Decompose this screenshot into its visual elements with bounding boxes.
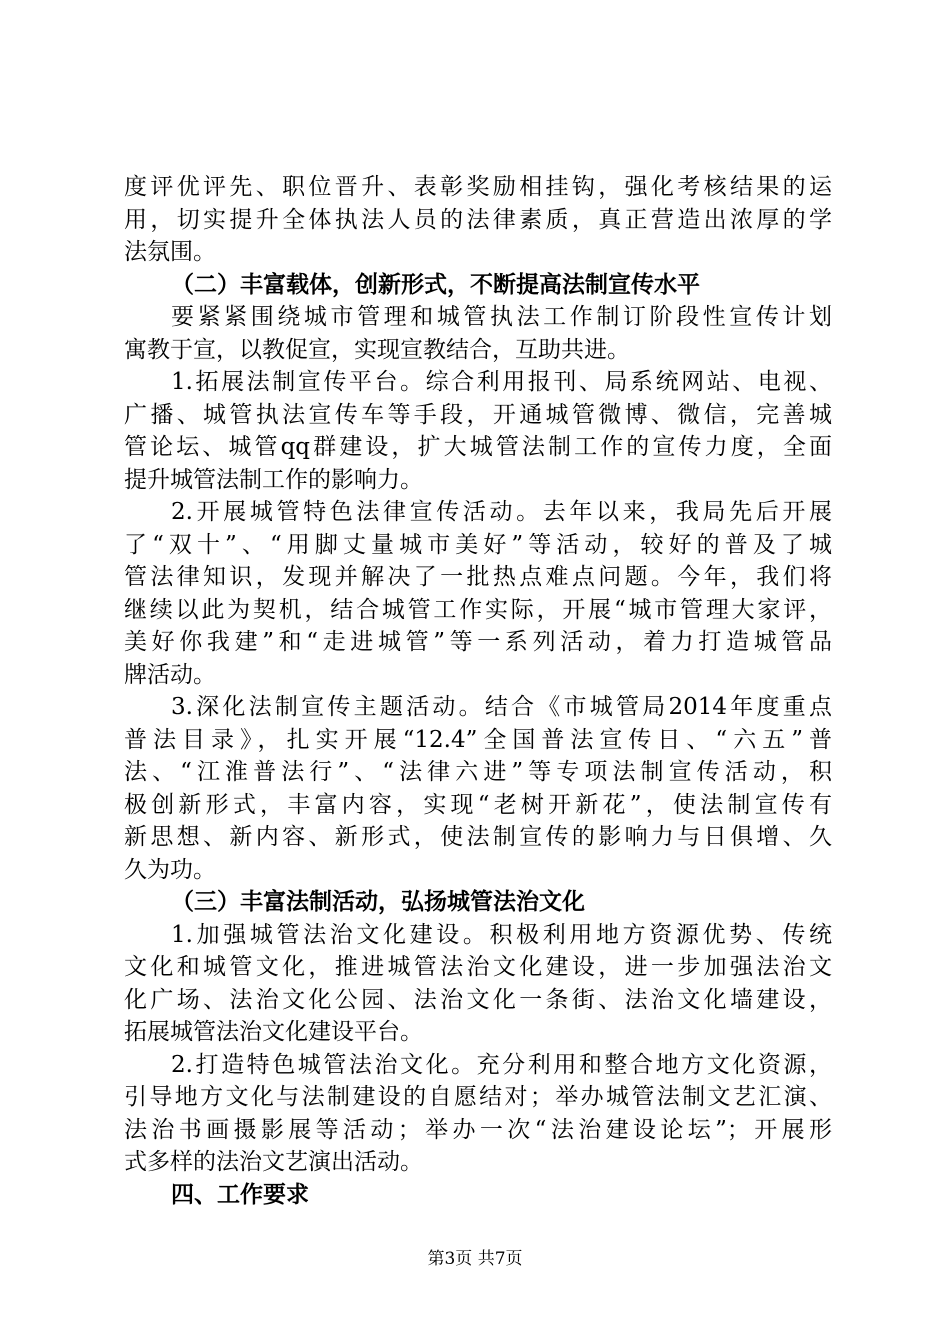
paragraph-line: 法、“江淮普法行”、“法律六进”等专项法制宣传活动，积 [124,759,832,785]
paragraph-line: 用，切实提升全体执法人员的法律素质，真正营造出浓厚的学 [124,206,832,233]
section-heading: （三）丰富法制活动，弘扬城管法治文化 [171,889,585,915]
paragraph-line: 久为功。 [124,856,216,883]
paragraph-line: 了“双十”、“用脚丈量城市美好”等活动，较好的普及了城 [124,531,832,558]
paragraph-line: 2.打造特色城管法治文化。充分利用和整合地方文化资源， [171,1051,832,1078]
paragraph-line: 文化和城管文化，推进城管法治文化建设，进一步加强法治文 [124,954,832,980]
paragraph-line: 度评优评先、职位晋升、表彰奖励相挂钩，强化考核结果的运 [124,174,832,200]
page-footer: 第3页 共7页 [427,1249,523,1269]
paragraph-line: 法治书画摄影展等活动；举办一次“法治建设论坛”；开展形 [124,1116,832,1143]
paragraph-line: 式多样的法治文艺演出活动。 [124,1149,423,1175]
paragraph-line: 美好你我建”和“走进城管”等一系列活动，着力打造城管品 [124,629,832,655]
section-heading: 四、工作要求 [171,1181,309,1208]
paragraph-line: 化广场、法治文化公园、法治文化一条街、法治文化墙建设， [124,986,832,1013]
paragraph-line: 提升城管法制工作的影响力。 [124,466,423,493]
paragraph-line: 寓教于宣，以教促宣，实现宣教结合，互助共进。 [124,336,630,363]
paragraph-line: 3.深化法制宣传主题活动。结合《市城管局2014年度重点 [171,694,832,720]
paragraph-line: 1.加强城管法治文化建设。积极利用地方资源优势、传统 [171,921,832,948]
paragraph-line: 法氛围。 [124,239,216,265]
paragraph-line: 普法目录》，扎实开展“12.4”全国普法宣传日、“六五”普 [124,726,832,753]
paragraph-line: 牌活动。 [124,661,216,688]
paragraph-line: 极创新形式，丰富内容，实现“老树开新花”，使法制宣传有 [124,791,832,818]
paragraph-line: 继续以此为契机，结合城管工作实际，开展“城市管理大家评， [124,596,832,623]
paragraph-line: 新思想、新内容、新形式，使法制宣传的影响力与日俱增、久 [124,824,832,850]
paragraph-line: 要紧紧围绕城市管理和城管执法工作制订阶段性宣传计划 [171,304,832,330]
paragraph-line: 管法律知识，发现并解决了一批热点难点问题。今年，我们将 [124,564,832,590]
paragraph-line: 1.拓展法制宣传平台。综合利用报刊、局系统网站、电视、 [171,369,832,395]
section-heading: （二）丰富载体，创新形式，不断提高法制宣传水平 [171,271,700,298]
paragraph-line: 拓展城管法治文化建设平台。 [124,1019,423,1045]
paragraph-line: 广播、城管执法宣传车等手段，开通城管微博、微信，完善城 [124,401,832,428]
paragraph-line: 引导地方文化与法制建设的自愿结对；举办城管法制文艺汇演、 [124,1084,832,1110]
document-body [124,171,832,1211]
paragraph-line: 管论坛、城管qq群建设，扩大城管法制工作的宣传力度，全面 [124,434,832,460]
paragraph-line: 2.开展城管特色法律宣传活动。去年以来，我局先后开展 [171,499,832,525]
